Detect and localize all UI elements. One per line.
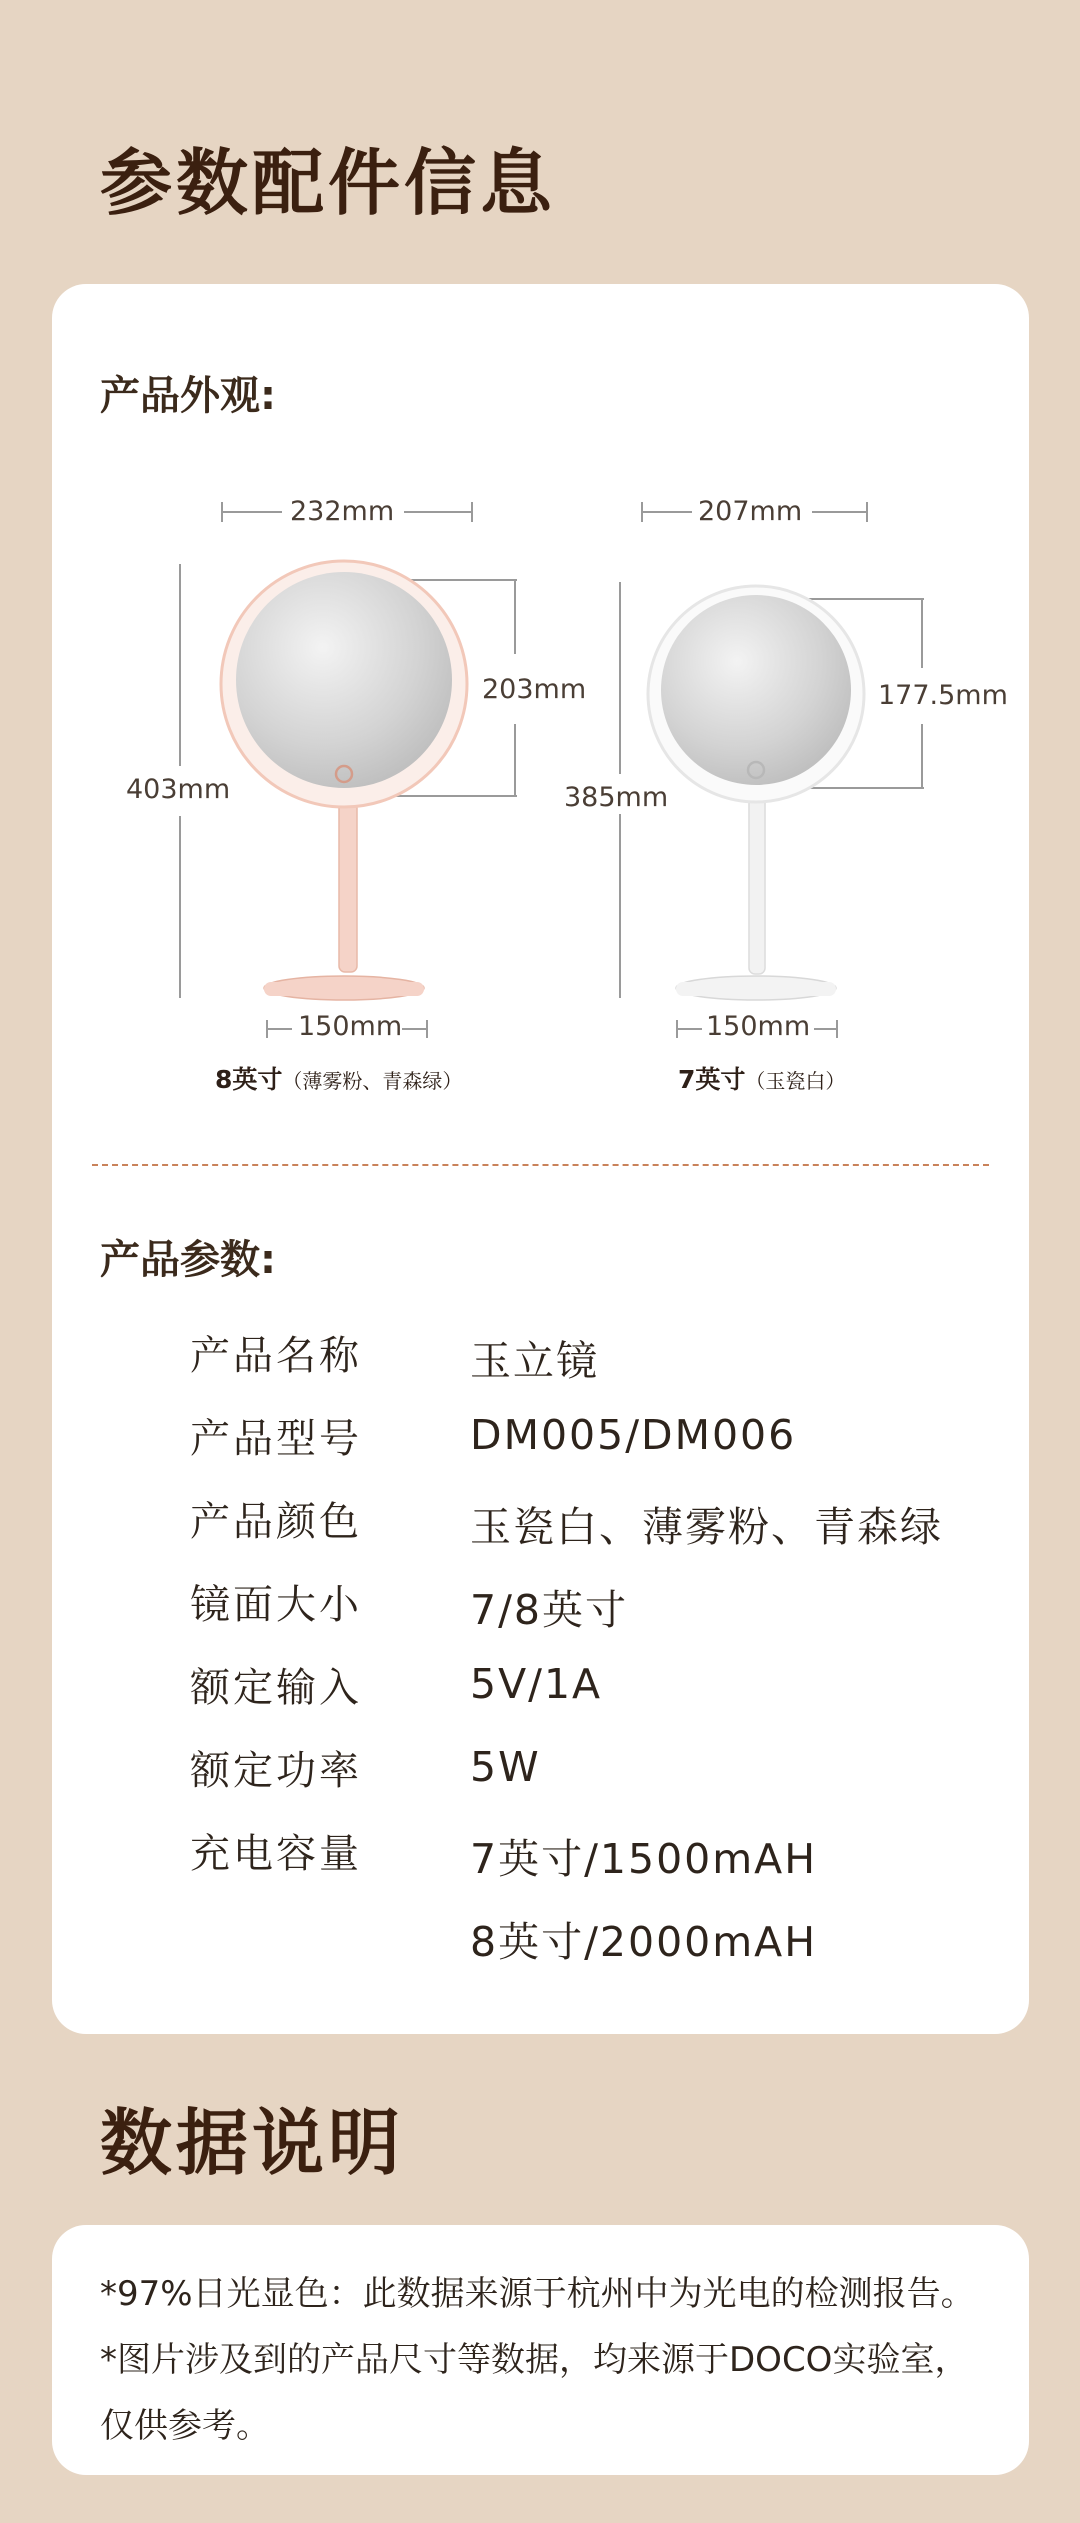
params-title: 产品参数: (100, 1237, 276, 1283)
dim-height-8: 403mm (126, 774, 231, 805)
data-note: *97%日光显色：此数据来源于杭州中为光电的检测报告。*图片涉及到的产品尺寸等数据，均来源于DOCO实验室，仅供参考。 (100, 2274, 975, 2446)
param-row (190, 1739, 990, 1819)
param-value: 7/8英寸 (470, 1586, 628, 1634)
mirror-8-inch-drawing (180, 502, 517, 1038)
dim-diameter-7: 177.5mm (878, 680, 1008, 711)
dim-base-8: 150mm (298, 1011, 403, 1042)
spec-card (52, 284, 1029, 2034)
param-name: 额定输入 (190, 1665, 362, 1711)
dim-width-8: 232mm (290, 496, 395, 527)
dim-diameter-8: 203mm (482, 674, 587, 705)
size-label-7: 7英寸 (678, 1065, 746, 1094)
param-row (190, 1656, 990, 1736)
param-value: 5W (470, 1743, 541, 1791)
stand-8 (339, 802, 357, 972)
param-name: 额定功率 (190, 1748, 362, 1794)
dim-height-7: 385mm (564, 782, 669, 813)
section-title-specs: 参数配件信息 (100, 141, 557, 225)
param-row (190, 1324, 990, 1404)
note-card (52, 2225, 1029, 2475)
param-name: 产品型号 (190, 1416, 362, 1462)
param-name: 充电容量 (190, 1831, 362, 1877)
param-row (190, 1822, 990, 1902)
param-row (190, 1490, 990, 1570)
param-name: 产品颜色 (190, 1499, 362, 1545)
mirror-drawings (52, 284, 1029, 1164)
param-value: 5V/1A (470, 1660, 603, 1708)
param-name: 镜面大小 (190, 1582, 362, 1628)
section-title-data: 数据说明 (100, 2101, 405, 2185)
param-value: 8英寸/2000mAH (470, 1918, 818, 1966)
color-note-7: （玉瓷白） (745, 1069, 846, 1093)
dim-base-7: 150mm (706, 1011, 811, 1042)
param-name: 产品名称 (190, 1333, 362, 1379)
model-label-8 (215, 1060, 462, 1096)
mirror-glass-8 (236, 572, 452, 788)
param-row (190, 1573, 990, 1653)
param-row (190, 1905, 990, 1985)
mirror-7-inch-drawing (620, 502, 924, 1038)
model-label-7 (678, 1060, 845, 1096)
param-value: DM005/DM006 (470, 1411, 797, 1459)
param-value: 7英寸/1500mAH (470, 1835, 818, 1883)
color-note-8: （薄雾粉、青森绿） (282, 1069, 463, 1093)
size-label-8: 8英寸 (215, 1065, 283, 1094)
param-row (190, 1407, 990, 1487)
section-divider (92, 1164, 989, 1166)
appearance-title: 产品外观: (100, 373, 276, 419)
param-value: 玉瓷白、薄雾粉、青森绿 (470, 1503, 943, 1551)
param-value: 玉立镜 (470, 1337, 599, 1385)
dim-width-7: 207mm (698, 496, 803, 527)
